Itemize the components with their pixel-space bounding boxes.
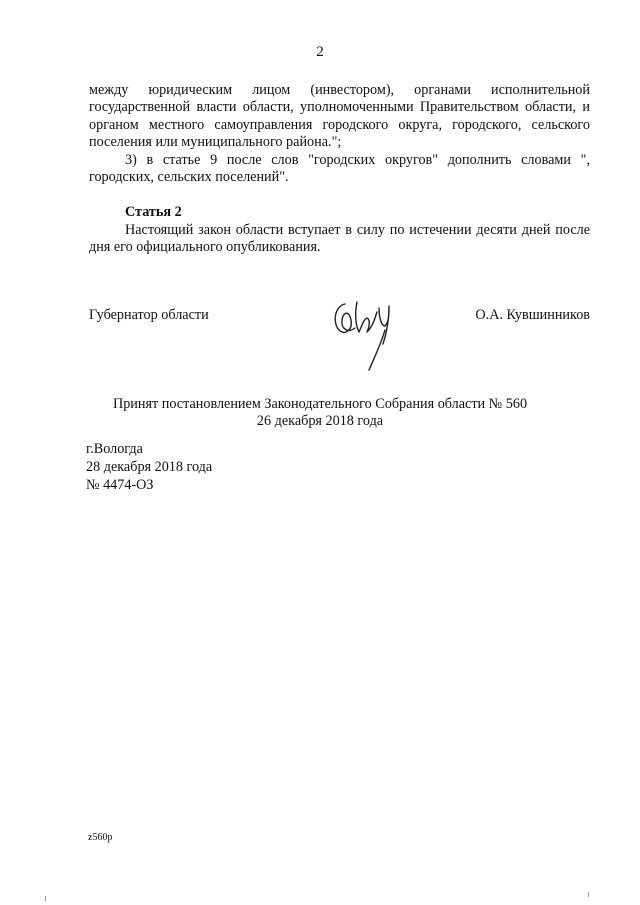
paragraph-item-3: 3) в статье 9 после слов "городских округов" дополнить словами ", городских, сельских поселений". bbox=[89, 152, 590, 186]
place-date: 28 декабря 2018 года bbox=[86, 459, 213, 475]
signatory-name: О.А. Кувшинников bbox=[475, 307, 590, 323]
article-text: Настоящий закон области вступает в силу по истечении десяти дней после дня его официального опубликования. bbox=[89, 222, 590, 256]
page-number: 2 bbox=[316, 44, 324, 60]
place-city: г.Вологда bbox=[86, 441, 143, 457]
adoption-line-1: Принят постановлением Законодательного Собрания области № 560 bbox=[112, 396, 528, 412]
paragraph-continuation: между юридическим лицом (инвестором), органами исполнительной государственной власти области, уполномоченными Правительством области, и органом местного самоуправления городского округа, городского, сельского поселения или муниципального района."; bbox=[89, 82, 590, 151]
article-title: Статья 2 bbox=[125, 204, 182, 220]
handwritten-signature bbox=[329, 294, 399, 374]
law-number: № 4474-ОЗ bbox=[86, 477, 154, 493]
scan-mark bbox=[45, 896, 46, 901]
adoption-line-2: 26 декабря 2018 года bbox=[256, 413, 384, 429]
signatory-title: Губернатор области bbox=[89, 307, 209, 323]
footer-code: z560p bbox=[88, 832, 113, 843]
scan-mark bbox=[588, 892, 589, 897]
